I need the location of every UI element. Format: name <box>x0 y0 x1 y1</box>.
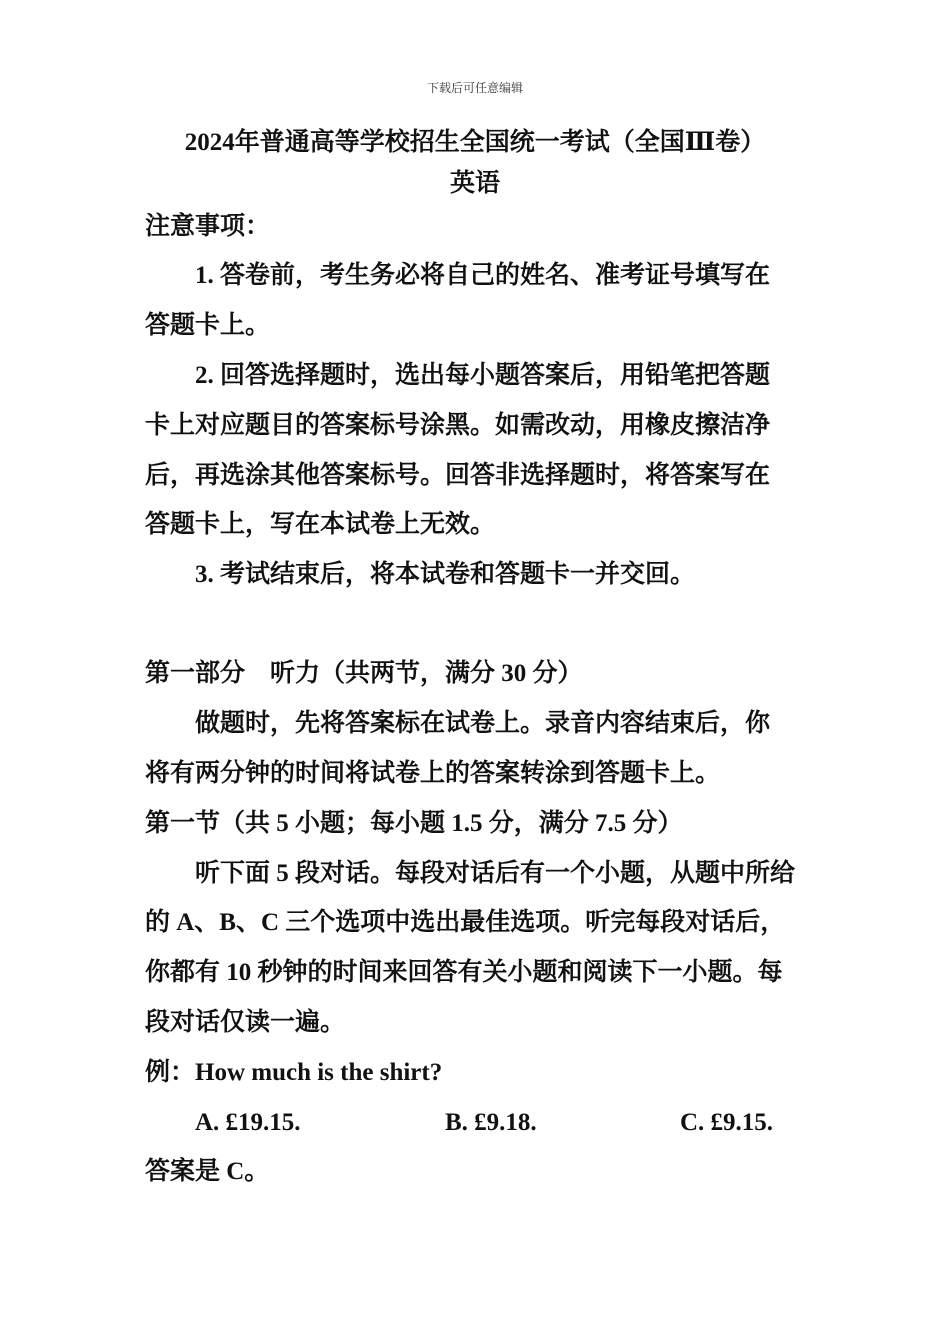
section1-instruction-line-4: 段对话仅读一遍。 <box>145 1009 346 1036</box>
section1-instruction-line-3: 你都有 10 秒钟的时间来回答有关小题和阅读下一小题。每 <box>145 959 783 986</box>
notice-heading: 注意事项： <box>145 213 271 240</box>
notice-item-1-line-2: 答题卡上。 <box>145 312 271 339</box>
example-answer: 答案是 C。 <box>145 1158 270 1185</box>
notice-item-3-line-1: 3. 考试结束后，将本试卷和答题卡一并交回。 <box>195 561 696 588</box>
example-option-c: C. £9.15. <box>680 1109 774 1136</box>
section1-instruction-line-2: 的 A、B、C 三个选项中选出最佳选项。听完每段对话后， <box>145 909 786 936</box>
part1-instruction-line-1: 做题时，先将答案标在试卷上。录音内容结束后，你 <box>195 710 771 737</box>
exam-title: 2024年普通高等学校招生全国统一考试（全国Ⅲ卷） <box>184 129 766 156</box>
section1-heading: 第一节（共 5 小题；每小题 1.5 分，满分 7.5 分） <box>145 810 683 837</box>
notice-item-2-line-4: 答题卡上，写在本试卷上无效。 <box>145 511 496 538</box>
notice-item-2-line-2: 卡上对应题目的答案标号涂黑。如需改动，用橡皮擦洁净 <box>145 412 771 439</box>
part1-instruction-line-2: 将有两分钟的时间将试卷上的答案转涂到答题卡上。 <box>145 760 721 787</box>
part1-heading: 第一部分 听力（共两节，满分 30 分） <box>145 660 583 687</box>
example-option-a: A. £19.15. <box>195 1109 301 1136</box>
notice-item-2-line-1: 2. 回答选择题时，选出每小题答案后，用铅笔把答题 <box>195 362 771 389</box>
section1-instruction-line-1: 听下面 5 段对话。每段对话后有一个小题，从题中所给 <box>195 860 796 887</box>
example-option-b: B. £9.18. <box>445 1109 537 1136</box>
subject-title: 英语 <box>449 170 500 197</box>
notice-item-1-line-1: 1. 答卷前，考生务必将自己的姓名、准考证号填写在 <box>195 262 771 289</box>
example-question: 例：How much is the shirt? <box>145 1059 443 1086</box>
notice-item-2-line-3: 后，再选涂其他答案标号。回答非选择题时，将答案写在 <box>145 462 771 489</box>
header-note: 下载后可任意编辑 <box>426 81 523 95</box>
